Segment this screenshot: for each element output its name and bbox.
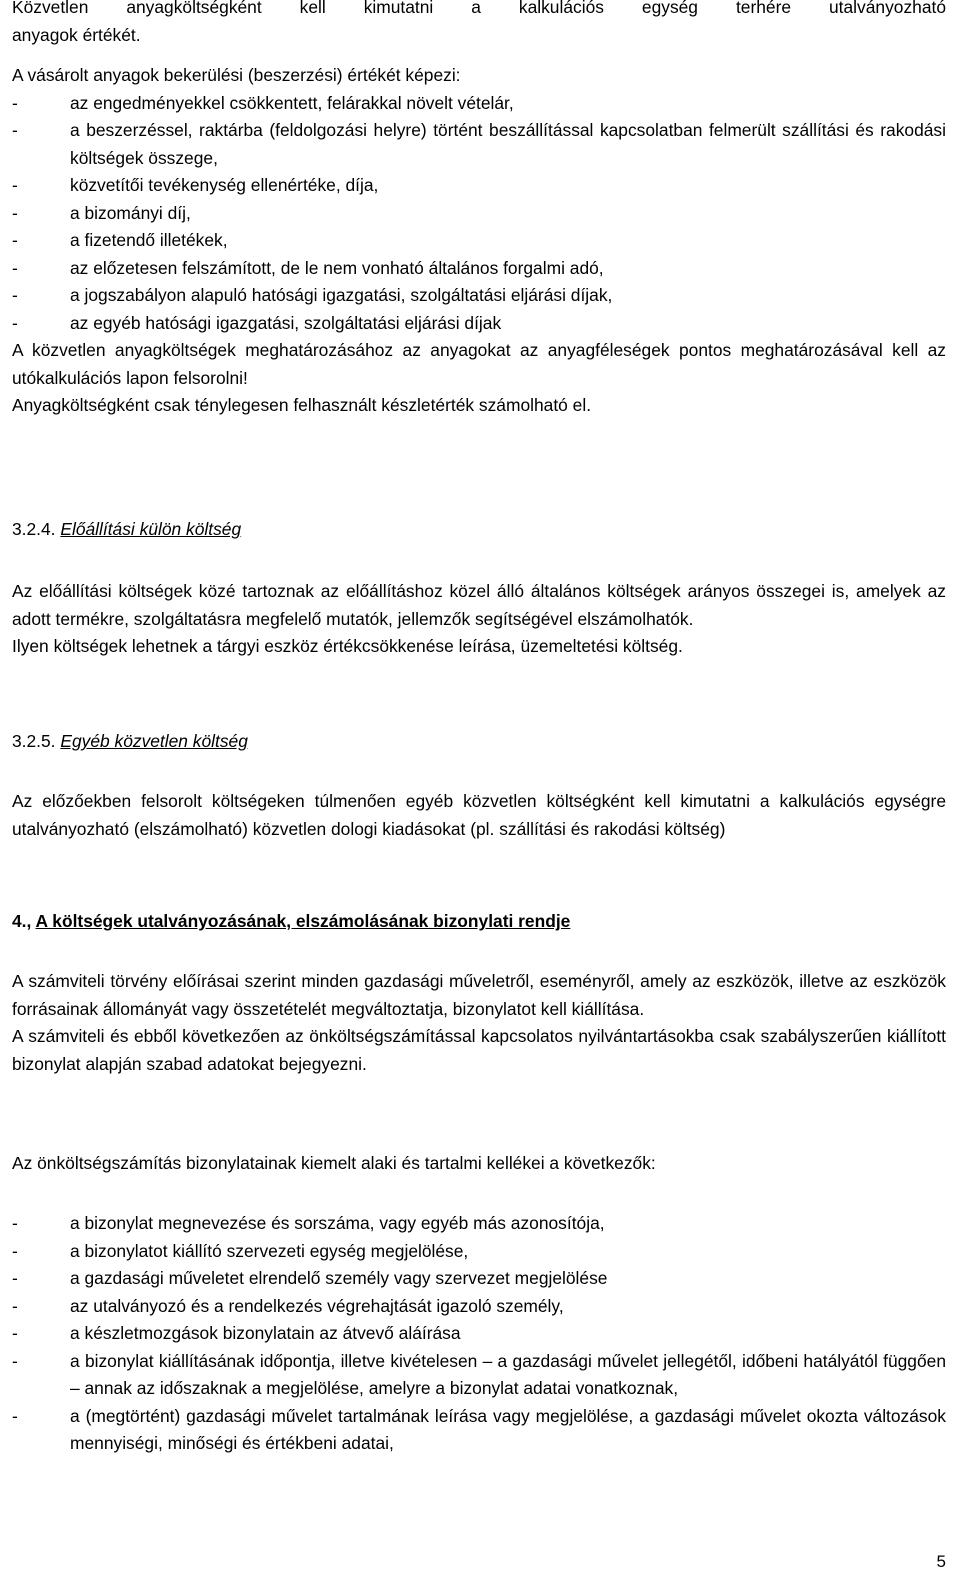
list-item: - a fizetendő illetékek, (12, 227, 946, 255)
list-item: - az előzetesen felszámított, de le nem vonható általános forgalmi adó, (12, 255, 946, 283)
list-item: - a beszerzéssel, raktárba (feldolgozási helyre) történt beszállítással kapcsolatban felmerült szállítási és rakodási költségek összege, (12, 117, 946, 172)
list-item: - a bizonylatot kiállító szervezeti egység megjelölése, (12, 1238, 946, 1266)
list-item: - a készletmozgások bizonylatain az átvevő aláírása (12, 1320, 946, 1348)
section-production-cost (12, 578, 946, 661)
heading-text: A költségek utalványozásának, elszámolásának bizonylati rendje (35, 911, 571, 931)
paragraph-requirements-intro: Az önköltségszámítás bizonylatainak kiemelt alaki és tartalmi kellékei a következők: (12, 1153, 656, 1173)
heading-text: Előállítási külön költség (60, 519, 242, 539)
list-item: - a jogszabályon alapuló hatósági igazgatási, szolgáltatási eljárási díjak, (12, 282, 946, 310)
section-voucher-requirements (12, 1150, 946, 1178)
section-heading-3-2-5 (12, 728, 248, 756)
list-item: - a bizonylat megnevezése és sorszáma, vagy egyéb más azonosítója, (12, 1210, 946, 1238)
paragraph-line: anyagok értékét. (12, 24, 141, 45)
paragraph-production-cost: Az előállítási költségek közé tartoznak az előállításhoz közel álló általános költségek arányos összegei is, amelyek az adott termékre, szolgáltatásra megfelelő mutatók, jellemzők segítségével elszámolhatók. (12, 581, 946, 629)
paragraph-line: Közvetlen anyagköltségként kell kimutatni a kalkulációs egység terhére utalványozható (12, 0, 946, 17)
heading-text: Egyéb közvetlen költség (60, 731, 248, 751)
paragraph-used-stock: Anyagköltségként csak ténylegesen felhasznált készletérték számolható el. (12, 395, 592, 415)
paragraph-accounting-law: A számviteli törvény előírásai szerint minden gazdasági műveletről, eseményről, amely az eszközök, illetve az eszközök forrásainak állományát vagy összetételét megváltoztatja, bizonylatot kell kiállítása. (12, 971, 946, 1019)
section-voucher-rules (12, 968, 946, 1078)
section-other-direct-cost (12, 788, 946, 843)
paragraph-other-direct-cost: Az előzőekben felsorolt költségeken túlmenően egyéb közvetlen költségként kell kimutatni a kalkulációs egységre utalványozható (elszámolható) közvetlen dologi kiadásokat (pl. szállítási és rakodási költség) (12, 791, 946, 839)
list-item: - az engedményekkel csökkentett, felárakkal növelt vételár, (12, 90, 946, 118)
list-item: - a gazdasági műveletet elrendelő személy vagy szervezet megjelölése (12, 1265, 946, 1293)
heading-number: 3.2.5. (12, 731, 56, 751)
list-item: - az utalványozó és a rendelkezés végrehajtását igazoló személy, (12, 1293, 946, 1321)
list-item: - a (megtörtént) gazdasági művelet tartalmának leírása vagy megjelölése, a gazdasági művelet okozta változások mennyiségi, minőségi és értékbeni adatai, (12, 1403, 946, 1458)
list-item: - közvetítői tevékenység ellenértéke, díja, (12, 172, 946, 200)
paragraph-purchase-value-intro: A vásárolt anyagok bekerülési (beszerzési) értékét képezi: (12, 65, 461, 85)
list-item: - az egyéb hatósági igazgatási, szolgáltatási eljárási díjak (12, 310, 946, 338)
section-voucher-list (12, 1210, 946, 1458)
section-heading-3-2-4 (12, 516, 241, 544)
paragraph-records: A számviteli és ebből következően az önköltségszámítással kapcsolatos nyilvántartásokba csak szabályszerűen kiállított bizonylat alapján szabad adatokat bejegyezni. (12, 1026, 946, 1074)
list-item: - a bizományi díj, (12, 200, 946, 228)
paragraph-direct-material-cost (12, 0, 946, 49)
section-purchased-materials (12, 62, 946, 420)
paragraph-cost-examples: Ilyen költségek lehetnek a tárgyi eszköz értékcsökkenése leírása, üzemeltetési költség. (12, 636, 683, 656)
voucher-requirements-list (12, 1210, 946, 1458)
purchase-value-list (12, 90, 946, 338)
heading-number: 4., (12, 911, 32, 931)
section-heading-4 (12, 908, 570, 936)
page-number: 5 (936, 1552, 946, 1571)
heading-number: 3.2.4. (12, 519, 56, 539)
paragraph-material-listing: A közvetlen anyagköltségek meghatározásához az anyagokat az anyagféleségek pontos meghatározásával kell az utókalkulációs lapon felsorolni! (12, 340, 946, 388)
list-item: - a bizonylat kiállításának időpontja, illetve kivételesen – a gazdasági művelet jellegétől, időbeni hatályától függően – annak az időszaknak a megjelölése, amelyre a bizonylat adatai vonatkoznak, (12, 1348, 946, 1403)
